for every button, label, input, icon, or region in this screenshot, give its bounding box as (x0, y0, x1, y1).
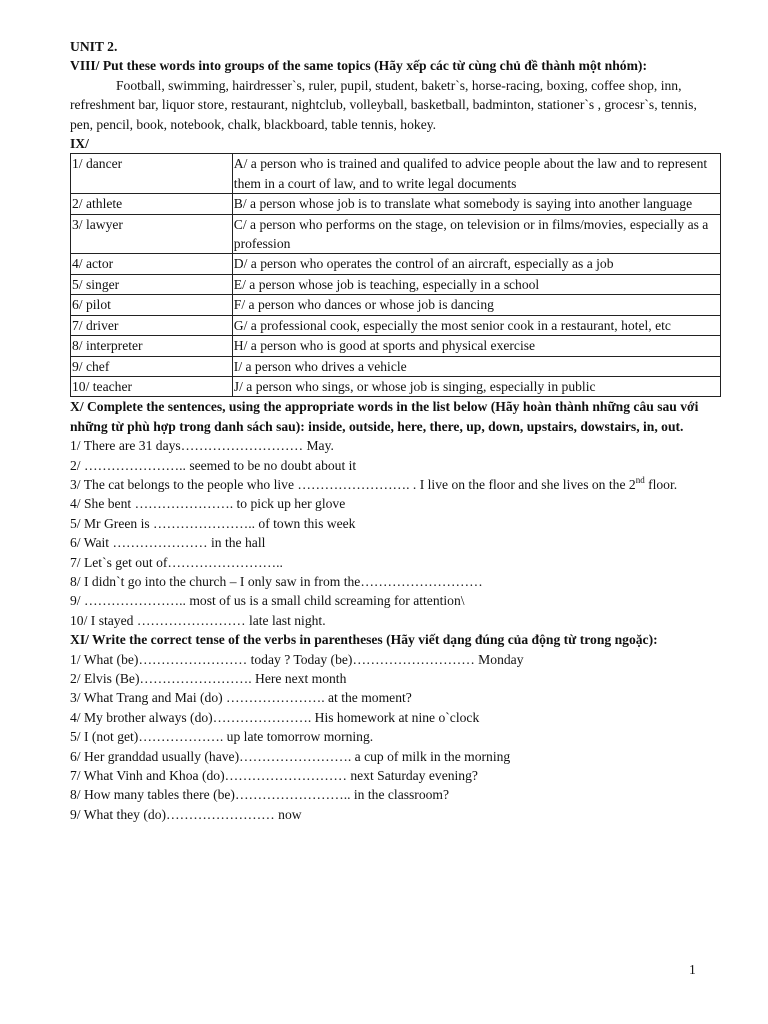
section-11-item: 5/ I (not get)………………. up late tomorrow morning. (70, 729, 374, 745)
definition-cell: D/ a person who operates the control of an aircraft, especially as a job (232, 254, 720, 274)
definition-cell: G/ a professional cook, especially the most senior cook in a restaurant, hotel, etc (232, 315, 720, 335)
section-10-item: 10/ I stayed …………………… late last night. (70, 612, 326, 628)
item-3-text: 3/ The cat belongs to the people who live ……………………. . I live on the floor and she lives on the 2 (70, 476, 636, 492)
matching-row (71, 154, 721, 194)
matching-table (70, 153, 721, 397)
section-10-item (70, 475, 714, 494)
job-cell: 8/ interpreter (71, 336, 233, 356)
matching-row (71, 376, 721, 396)
definition-cell: E/ a person whose job is teaching, especially in a school (232, 274, 720, 294)
job-cell: 1/ dancer (71, 154, 233, 194)
section-10-item: 8/ I didn`t go into the church – I only saw in from the……………………… (70, 573, 483, 589)
section-11-item: 2/ Elvis (Be)……………………. Here next month (70, 671, 347, 686)
definition-cell: B/ a person whose job is to translate what somebody is saying into another language (232, 194, 720, 214)
section-10-item: 6/ Wait ………………… in the hall (70, 535, 266, 551)
section-11-item: 6/ Her granddad usually (have)……………………. a cup of milk in the morning (70, 748, 511, 764)
section-10-heading: X/ Complete the sentences, using the appropriate words in the list below (Hãy hoàn thành những câu sau với những từ phù hợp trong danh sách sau): inside, outside, here, there, up, down, upstairs, dowstairs, in, out. (70, 399, 699, 434)
item-3-ordinal-suffix: nd (635, 474, 645, 485)
section-11-item: 9/ What they (do)…………………… now (70, 806, 302, 822)
section-11-item: 4/ My brother always (do)…………………. His homework at nine o`clock (70, 709, 480, 725)
section-8-word-list: Football, swimming, hairdresser`s, ruler, pupil, student, baketr`s, horse-racing, boxing, coffee shop, inn, refreshment bar, liquor store, restaurant, nightclub, volleyball, basketball, badminton, stationer`s , grocesr`s, tennis, pen, pencil, book, notebook, chalk, blackboard, table tennis, hokey. (70, 77, 697, 132)
section-10-item: 7/ Let`s get out of…………………….. (70, 554, 283, 570)
section-11-item: 8/ How many tables there (be)…………………….. in the classroom? (70, 787, 450, 803)
job-cell: 2/ athlete (71, 194, 233, 214)
section-11-item: 1/ What (be)…………………… today ? Today (be)……………………… Monday (70, 651, 524, 667)
job-cell: 3/ lawyer (71, 214, 233, 254)
unit-title: UNIT 2. (70, 39, 118, 54)
definition-cell: F/ a person who dances or whose job is dancing (232, 295, 720, 315)
definition-cell: C/ a person who performs on the stage, on television or in films/movies, especially as a profession (232, 214, 720, 254)
section-10-item: 9/ ………………….. most of us is a small child screaming for attention\ (70, 593, 465, 609)
definition-cell: H/ a person who is good at sports and physical exercise (232, 336, 720, 356)
definition-cell: J/ a person who sings, or whose job is singing, especially in public (232, 376, 720, 396)
section-8-heading: VIII/ Put these words into groups of the same topics (Hãy xếp các từ cùng chủ đề thành một nhóm): (70, 58, 647, 74)
section-11-heading: XI/ Write the correct tense of the verbs in parentheses (Hãy viết dạng đúng của động từ trong ngoặc): (70, 632, 658, 648)
definition-cell: I/ a person who drives a vehicle (232, 356, 720, 376)
matching-row (71, 356, 721, 376)
definition-cell: A/ a person who is trained and qualifed to advice people about the law and to represent them in a court of law, and to write legal documents (232, 154, 720, 194)
job-cell: 7/ driver (71, 315, 233, 335)
job-cell: 6/ pilot (71, 295, 233, 315)
page-number: 1 (689, 962, 696, 977)
section-10-item: 1/ There are 31 days……………………… May. (70, 438, 334, 454)
matching-row (71, 295, 721, 315)
matching-row (71, 254, 721, 274)
matching-row (71, 194, 721, 214)
section-11-item: 7/ What Vinh and Khoa (do)……………………… next Saturday evening? (70, 768, 478, 784)
job-cell: 4/ actor (71, 254, 233, 274)
matching-row (71, 315, 721, 335)
job-cell: 5/ singer (71, 274, 233, 294)
worksheet-page (70, 37, 714, 824)
matching-row (71, 214, 721, 254)
section-9-heading: IX/ (70, 136, 89, 152)
section-10-item: 5/ Mr Green is ………………….. of town this week (70, 515, 356, 531)
matching-row (71, 336, 721, 356)
section-10-item: 4/ She bent …………………. to pick up her glove (70, 496, 346, 512)
job-cell: 10/ teacher (71, 376, 233, 396)
section-11-item: 3/ What Trang and Mai (do) …………………. at the moment? (70, 690, 412, 706)
job-cell: 9/ chef (71, 356, 233, 376)
matching-row (71, 274, 721, 294)
section-10-item: 2/ ………………….. seemed to be no doubt about it (70, 457, 357, 473)
item-3-text-end: floor. (644, 476, 678, 492)
